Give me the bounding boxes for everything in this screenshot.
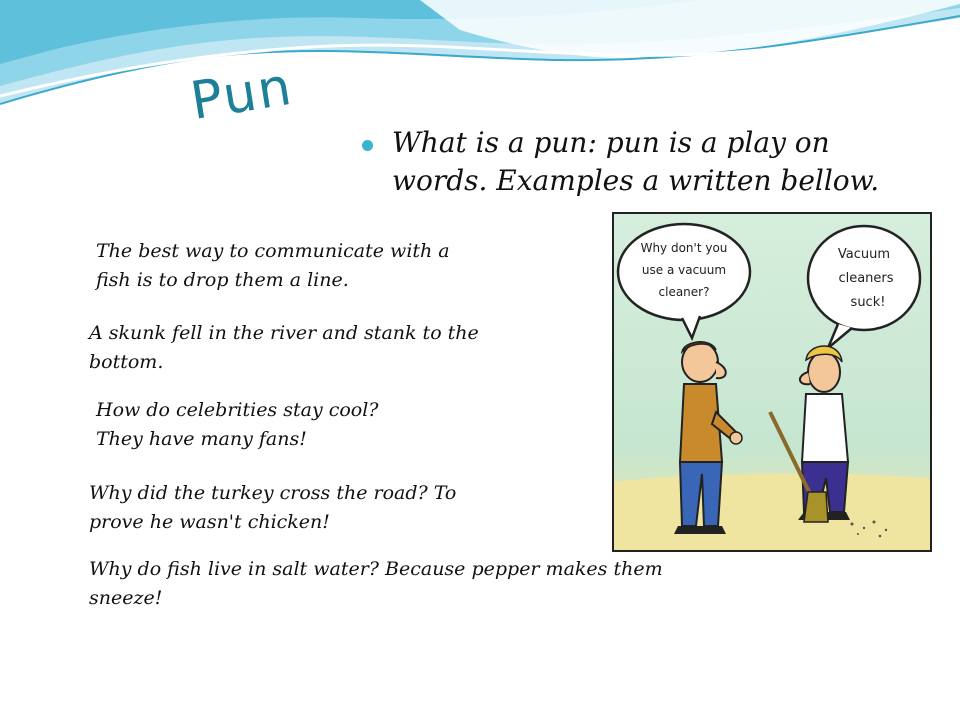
definition-bullet: What is a pun: pun is a play on words. Examples a written bellow.	[392, 126, 880, 197]
pun-salt-water	[89, 555, 663, 613]
bubble-right-line: suck!	[850, 295, 886, 310]
bubble-right-line: Vacuum	[837, 247, 891, 262]
bubble-left-line: Why don't you	[640, 241, 728, 255]
pun-fish-line	[96, 237, 450, 295]
pun-line: bottom.	[89, 351, 164, 373]
pun-line: The best way to communicate with a	[96, 240, 450, 262]
pun-line: sneeze!	[89, 587, 163, 609]
pun-turkey	[89, 479, 456, 537]
pun-line: prove he wasn't chicken!	[89, 511, 330, 533]
bubble-right-line: cleaners	[838, 271, 894, 286]
bubble-left-line: cleaner?	[658, 285, 710, 299]
pun-line: How do celebrities stay cool?	[96, 399, 379, 421]
slide-title: Pun	[186, 56, 298, 132]
pun-line: Why do fish live in salt water? Because pepper makes them	[89, 558, 663, 580]
pun-line: fish is to drop them a line.	[96, 269, 349, 291]
pun-celebrities	[96, 396, 379, 454]
pun-line: Why did the turkey cross the road? To	[89, 482, 457, 504]
pun-line: They have many fans!	[96, 428, 307, 450]
decorative-wave-header	[0, 0, 960, 130]
bubble-left-line: use a vacuum	[641, 263, 727, 277]
pun-line: A skunk fell in the river and stank to the	[89, 322, 479, 344]
bullet-dot-icon	[362, 140, 373, 151]
pun-skunk	[89, 319, 479, 377]
vacuum-cartoon	[612, 212, 932, 552]
